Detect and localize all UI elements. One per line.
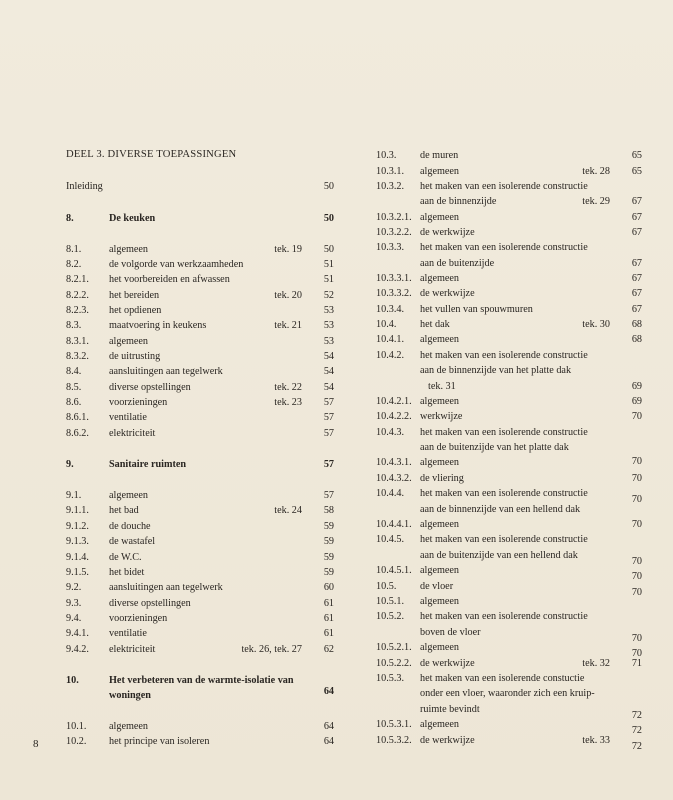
toc-entry xyxy=(66,520,334,533)
toc-entry-page: 57 xyxy=(323,428,334,439)
toc-entry-title: algemeen xyxy=(420,719,460,730)
toc-entry xyxy=(376,641,642,659)
toc-entry xyxy=(376,395,642,408)
toc-entry xyxy=(66,212,334,225)
toc-entry-number: 10.3.1. xyxy=(376,166,405,177)
toc-entry-number: 10.4.5.1. xyxy=(376,565,412,576)
toc-entry-page: 70 xyxy=(631,556,642,567)
toc-entry-title: het maken van een isolerende constructie xyxy=(420,242,588,253)
toc-entry-number: 10.4.3. xyxy=(376,427,405,438)
toc-entry-number: 10.3. xyxy=(376,150,397,161)
page-number: 8 xyxy=(33,738,39,750)
toc-entry-page: 59 xyxy=(323,567,334,578)
toc-entry xyxy=(66,735,334,748)
toc-entry-page: 57 xyxy=(323,397,334,408)
toc-entry-page: 67 xyxy=(631,258,642,269)
toc-entry-number: 10.4.4.1. xyxy=(376,519,412,530)
toc-entry-title: tek. 31 xyxy=(428,381,456,392)
toc-entry xyxy=(66,581,334,594)
toc-entry-number: 10.4.4. xyxy=(376,488,405,499)
toc-entry-page: 57 xyxy=(323,490,334,501)
toc-entry xyxy=(66,643,334,656)
toc-entry-title: de volgorde van werkzaamheden xyxy=(109,259,244,270)
toc-entry-title: de werkwijze xyxy=(420,288,475,299)
toc-entry-title: algemeen xyxy=(420,642,460,653)
toc-entry-title: de W.C. xyxy=(109,552,142,563)
toc-entry-title: ventilatie xyxy=(109,628,147,639)
toc-entry-title: het maken van een isolerende constructie xyxy=(420,488,588,499)
toc-entry-page: 70 xyxy=(631,633,642,644)
toc-entry-number: 10.4.2. xyxy=(376,350,405,361)
toc-entry-number: 8.6. xyxy=(66,397,82,408)
toc-entry-page: 54 xyxy=(323,382,334,393)
toc-entry-number: 8.2.2. xyxy=(66,290,89,301)
toc-entry-page: 50 xyxy=(323,181,334,192)
toc-entry-number: 8.6.1. xyxy=(66,412,89,423)
toc-entry-drawing-ref: tek. 30 xyxy=(582,319,610,330)
toc-entry-page: 67 xyxy=(631,212,642,223)
toc-entry xyxy=(66,381,334,394)
toc-entry-page: 70 xyxy=(631,494,642,505)
toc-entry-number: 10.5.3.1. xyxy=(376,719,412,730)
toc-entry-title: de vloer xyxy=(420,581,454,592)
toc-entry-drawing-ref: tek. 21 xyxy=(274,320,302,331)
toc-entry-page: 70 xyxy=(631,411,642,422)
toc-entry-title: het vullen van spouwmuren xyxy=(420,304,533,315)
toc-entry xyxy=(376,533,642,546)
toc-entry xyxy=(376,503,642,516)
toc-entry xyxy=(66,674,334,687)
toc-entry-number: 10.5.2.1. xyxy=(376,642,412,653)
toc-entry-page: 61 xyxy=(323,598,334,609)
toc-entry xyxy=(66,319,334,332)
toc-entry-number: 10.4.2.2. xyxy=(376,411,412,422)
toc-entry-title: aan de buitenzijde xyxy=(420,258,495,269)
toc-entry xyxy=(376,456,642,469)
toc-entry xyxy=(376,272,642,285)
toc-entry xyxy=(66,350,334,363)
toc-entry-number: 10.4.5. xyxy=(376,534,405,545)
toc-entry-title: aansluitingen aan tegelwerk xyxy=(109,582,223,593)
toc-entry-number: 10.4.1. xyxy=(376,334,405,345)
toc-entry-title: het bereiden xyxy=(109,290,160,301)
toc-entry xyxy=(376,595,642,608)
toc-entry-title: het voorbereiden en afwassen xyxy=(109,274,230,285)
toc-entry xyxy=(376,580,642,598)
toc-entry-page: 72 xyxy=(631,741,642,752)
toc-entry xyxy=(376,687,642,700)
toc-entry-title: de werkwijze xyxy=(420,658,475,669)
toc-entry xyxy=(376,472,642,485)
toc-entry xyxy=(376,610,642,623)
toc-entry-title: elektriciteit xyxy=(109,428,156,439)
toc-entry xyxy=(376,426,642,439)
toc-entry-number: 9.3. xyxy=(66,598,82,609)
toc-entry xyxy=(66,597,334,610)
toc-entry-page: 69 xyxy=(631,381,642,392)
toc-entry-number: 10. xyxy=(66,675,79,686)
toc-entry-number: 10.4.2.1. xyxy=(376,396,412,407)
toc-entry-title: het opdienen xyxy=(109,305,162,316)
toc-entry-page: 50 xyxy=(323,213,334,224)
toc-entry-page: 61 xyxy=(323,613,334,624)
toc-entry xyxy=(376,211,642,224)
toc-entry-number: 10.4.3.1. xyxy=(376,457,412,468)
toc-entry xyxy=(376,180,642,193)
toc-entry xyxy=(66,180,334,193)
toc-entry-number: 10.5.1. xyxy=(376,596,405,607)
toc-entry-number: 9. xyxy=(66,459,74,470)
toc-entry xyxy=(376,410,642,423)
toc-entry-page: 57 xyxy=(323,459,334,470)
toc-entry-number: 9.1. xyxy=(66,490,82,501)
toc-entry xyxy=(66,566,334,579)
toc-entry-page: 51 xyxy=(323,274,334,285)
toc-entry-page: 70 xyxy=(631,571,642,582)
toc-entry-page: 70 xyxy=(631,456,642,467)
toc-entry xyxy=(66,535,334,548)
toc-entry-title: algemeen xyxy=(420,166,460,177)
toc-entry xyxy=(376,364,642,377)
toc-entry xyxy=(66,243,334,256)
toc-entry xyxy=(376,195,642,208)
toc-entry-number: 8.3. xyxy=(66,320,82,331)
toc-entry-page: 67 xyxy=(631,288,642,299)
toc-entry-title: aan de binnenzijde van een hellend dak xyxy=(420,504,581,515)
toc-entry xyxy=(66,335,334,348)
toc-entry-title: de werkwijze xyxy=(420,227,475,238)
toc-entry-number: 9.2. xyxy=(66,582,82,593)
toc-entry-page: 70 xyxy=(631,648,642,659)
toc-entry-page: 65 xyxy=(631,166,642,177)
toc-entry-title: algemeen xyxy=(420,396,460,407)
toc-entry-title: algemeen xyxy=(420,457,460,468)
toc-entry-title: ruimte bevindt xyxy=(420,704,480,715)
toc-entry-title: het dak xyxy=(420,319,450,330)
toc-entry xyxy=(376,287,642,300)
toc-entry xyxy=(66,686,334,702)
toc-entry xyxy=(376,487,642,505)
toc-entry-number: 8.2. xyxy=(66,259,82,270)
toc-entry-page: 64 xyxy=(323,721,334,732)
toc-entry-drawing-ref: tek. 28 xyxy=(582,166,610,177)
toc-entry-page: 57 xyxy=(323,412,334,423)
toc-entry-page: 60 xyxy=(323,582,334,593)
toc-entry xyxy=(66,304,334,317)
toc-entry xyxy=(66,504,334,517)
toc-entry-number: 10.3.4. xyxy=(376,304,405,315)
toc-entry xyxy=(376,149,642,162)
toc-entry xyxy=(66,365,334,378)
toc-entry-title: de vliering xyxy=(420,473,464,484)
toc-entry-title: aan de binnenzijde van het platte dak xyxy=(420,365,572,376)
toc-entry-number: 10.3.3.1. xyxy=(376,273,412,284)
toc-entry-number: 10.3.2.1. xyxy=(376,212,412,223)
toc-entry xyxy=(66,458,334,471)
toc-entry xyxy=(66,396,334,409)
toc-entry-drawing-ref: tek. 32 xyxy=(582,658,610,669)
toc-entry-page: 71 xyxy=(631,658,642,669)
toc-entry-drawing-ref: tek. 33 xyxy=(582,735,610,746)
toc-entry-title: De keuken xyxy=(109,213,156,224)
toc-entry-number: 10.3.2.2. xyxy=(376,227,412,238)
toc-entry xyxy=(66,489,334,502)
toc-entry-number: 8.6.2. xyxy=(66,428,89,439)
toc-entry xyxy=(66,627,334,640)
toc-entry-page: 72 xyxy=(631,710,642,721)
toc-entry-title: algemeen xyxy=(109,490,149,501)
toc-entry-page: 70 xyxy=(631,587,642,598)
toc-entry-page: 54 xyxy=(323,366,334,377)
toc-entry xyxy=(376,657,642,670)
toc-entry xyxy=(66,273,334,286)
toc-entry-title: onder een vloer, waaronder zich een kruip- xyxy=(420,688,595,699)
toc-entry-number: 10.2. xyxy=(66,736,87,747)
toc-entry-page: 67 xyxy=(631,304,642,315)
toc-entry xyxy=(66,289,334,302)
toc-entry xyxy=(66,411,334,424)
toc-entry-title: algemeen xyxy=(420,565,460,576)
toc-entry-number: 10.4.3.2. xyxy=(376,473,412,484)
toc-entry-page: 69 xyxy=(631,396,642,407)
toc-entry-title: de uitrusting xyxy=(109,351,161,362)
toc-entry-drawing-ref: tek. 26, tek. 27 xyxy=(241,644,302,655)
toc-entry-title: aan de buitenzijde van het platte dak xyxy=(420,442,569,453)
toc-entry-title: het maken van een isolerende constuctie xyxy=(420,673,585,684)
toc-entry xyxy=(376,703,642,721)
toc-entry-title: het maken van een isolerende constructie xyxy=(420,427,588,438)
toc-entry-drawing-ref: tek. 20 xyxy=(274,290,302,301)
toc-entry xyxy=(376,165,642,178)
toc-entry-title: het bad xyxy=(109,505,139,516)
toc-entry-title: algemeen xyxy=(420,596,460,607)
toc-entry-title: algemeen xyxy=(109,244,149,255)
toc-entry-number: 10.3.3.2. xyxy=(376,288,412,299)
toc-entry-number: 8.2.1. xyxy=(66,274,89,285)
toc-entry-title: het bidet xyxy=(109,567,145,578)
toc-entry-number: 8.5. xyxy=(66,382,82,393)
toc-entry-title: maatvoering in keukens xyxy=(109,320,207,331)
toc-entry xyxy=(376,718,642,736)
toc-entry-number: 10.5. xyxy=(376,581,397,592)
toc-entry-title: aan de binnenzijde xyxy=(420,196,497,207)
toc-entry-page: 53 xyxy=(323,336,334,347)
toc-entry xyxy=(376,734,642,752)
toc-entry-number: 10.4. xyxy=(376,319,397,330)
toc-entry-page: 68 xyxy=(631,334,642,345)
toc-entry-page: 53 xyxy=(323,320,334,331)
toc-entry-number: Inleiding xyxy=(66,181,103,192)
toc-entry-number: 10.5.2. xyxy=(376,611,405,622)
toc-entry-page: 70 xyxy=(631,519,642,530)
toc-entry-title: werkwijze xyxy=(420,411,463,422)
toc-entry-number: 10.1. xyxy=(66,721,87,732)
toc-entry-page: 59 xyxy=(323,521,334,532)
toc-entry xyxy=(66,551,334,564)
toc-entry-page: 51 xyxy=(323,259,334,270)
toc-entry xyxy=(66,720,334,733)
toc-entry-page: 67 xyxy=(631,273,642,284)
toc-entry-number: 9.1.4. xyxy=(66,552,89,563)
toc-entry-drawing-ref: tek. 22 xyxy=(274,382,302,393)
toc-entry-number: 10.5.3.2. xyxy=(376,735,412,746)
toc-entry-title: het maken van een isolerende constructie xyxy=(420,611,588,622)
toc-entry xyxy=(376,441,642,454)
toc-entry xyxy=(376,380,642,393)
toc-entry-number: 8.1. xyxy=(66,244,82,255)
toc-entry-title: elektriciteit xyxy=(109,644,156,655)
toc-entry-page: 67 xyxy=(631,196,642,207)
toc-entry-number: 10.5.2.2. xyxy=(376,658,412,669)
toc-entry xyxy=(376,349,642,362)
section-heading: DEEL 3. DIVERSE TOEPASSINGEN xyxy=(66,149,237,160)
toc-entry xyxy=(376,518,642,531)
toc-entry-page: 59 xyxy=(323,552,334,563)
toc-entry-title: ventilatie xyxy=(109,412,147,423)
toc-entry-title: de werkwijze xyxy=(420,735,475,746)
toc-entry xyxy=(376,672,642,685)
toc-entry-title: voorzieningen xyxy=(109,613,168,624)
toc-entry-title: diverse opstellingen xyxy=(109,382,191,393)
toc-entry-number: 9.4.2. xyxy=(66,644,89,655)
toc-entry-title: de douche xyxy=(109,521,151,532)
toc-entry-title: boven de vloer xyxy=(420,627,481,638)
toc-entry-number: 8.3.2. xyxy=(66,351,89,362)
toc-entry-page: 54 xyxy=(323,351,334,362)
toc-entry-title: de muren xyxy=(420,150,459,161)
toc-entry-title: de wastafel xyxy=(109,536,156,547)
toc-entry-page: 62 xyxy=(323,644,334,655)
toc-entry-title: het maken van een isolerende constructie xyxy=(420,181,588,192)
toc-entry xyxy=(66,427,334,440)
toc-entry-page: 68 xyxy=(631,319,642,330)
toc-entry xyxy=(376,257,642,270)
toc-entry-title: woningen xyxy=(109,690,151,701)
toc-entry xyxy=(376,564,642,582)
toc-entry-title: algemeen xyxy=(420,519,460,530)
toc-entry xyxy=(66,258,334,271)
toc-entry xyxy=(376,626,642,644)
toc-entry-number: 9.1.5. xyxy=(66,567,89,578)
toc-entry-title: algemeen xyxy=(420,273,460,284)
toc-entry-title: voorzieningen xyxy=(109,397,168,408)
toc-entry-number: 8.2.3. xyxy=(66,305,89,316)
toc-entry-title: algemeen xyxy=(109,336,149,347)
toc-entry-number: 10.5.3. xyxy=(376,673,405,684)
toc-entry-title: aansluitingen aan tegelwerk xyxy=(109,366,223,377)
toc-entry-drawing-ref: tek. 29 xyxy=(582,196,610,207)
toc-entry-title: het principe van isoleren xyxy=(109,736,210,747)
toc-entry-number: 10.3.3. xyxy=(376,242,405,253)
toc-entry-page: 67 xyxy=(631,227,642,238)
toc-entry-page: 58 xyxy=(323,505,334,516)
toc-entry xyxy=(66,612,334,625)
toc-entry-number: 8. xyxy=(66,213,74,224)
toc-entry-number: 9.1.1. xyxy=(66,505,89,516)
toc-entry-drawing-ref: tek. 19 xyxy=(274,244,302,255)
toc-entry xyxy=(376,241,642,254)
toc-entry-title: algemeen xyxy=(109,721,149,732)
toc-entry-page: 72 xyxy=(631,725,642,736)
toc-entry-title: diverse opstellingen xyxy=(109,598,191,609)
toc-entry-drawing-ref: tek. 23 xyxy=(274,397,302,408)
toc-entry-page: 65 xyxy=(631,150,642,161)
toc-entry-number: 9.1.3. xyxy=(66,536,89,547)
toc-entry-page: 70 xyxy=(631,473,642,484)
toc-entry-number: 8.3.1. xyxy=(66,336,89,347)
toc-entry-drawing-ref: tek. 24 xyxy=(274,505,302,516)
toc-entry xyxy=(376,226,642,239)
toc-entry xyxy=(376,303,642,316)
toc-entry-page: 52 xyxy=(323,290,334,301)
toc-entry xyxy=(376,318,642,331)
toc-entry-number: 9.4. xyxy=(66,613,82,624)
toc-entry-title: het maken van een isolerende constructie xyxy=(420,534,588,545)
toc-entry xyxy=(376,549,642,567)
toc-entry-page: 53 xyxy=(323,305,334,316)
toc-entry-title: algemeen xyxy=(420,334,460,345)
toc-entry-title: Het verbeteren van de warmte-isolatie van xyxy=(109,675,294,686)
toc-entry-page: 50 xyxy=(323,244,334,255)
toc-entry-title: aan de buitenzijde van een hellend dak xyxy=(420,550,578,561)
toc-entry-title: algemeen xyxy=(420,212,460,223)
toc-entry-page: 61 xyxy=(323,628,334,639)
toc-entry-number: 9.4.1. xyxy=(66,628,89,639)
toc-entry-page: 64 xyxy=(323,736,334,747)
toc-entry-number: 8.4. xyxy=(66,366,82,377)
toc-entry-number: 10.3.2. xyxy=(376,181,405,192)
toc-entry-page: 59 xyxy=(323,536,334,547)
toc-entry-page: 64 xyxy=(323,686,334,697)
toc-entry xyxy=(376,333,642,346)
toc-entry-title: het maken van een isolerende constructie xyxy=(420,350,588,361)
toc-entry-number: 9.1.2. xyxy=(66,521,89,532)
toc-entry-title: Sanitaire ruimten xyxy=(109,459,187,470)
